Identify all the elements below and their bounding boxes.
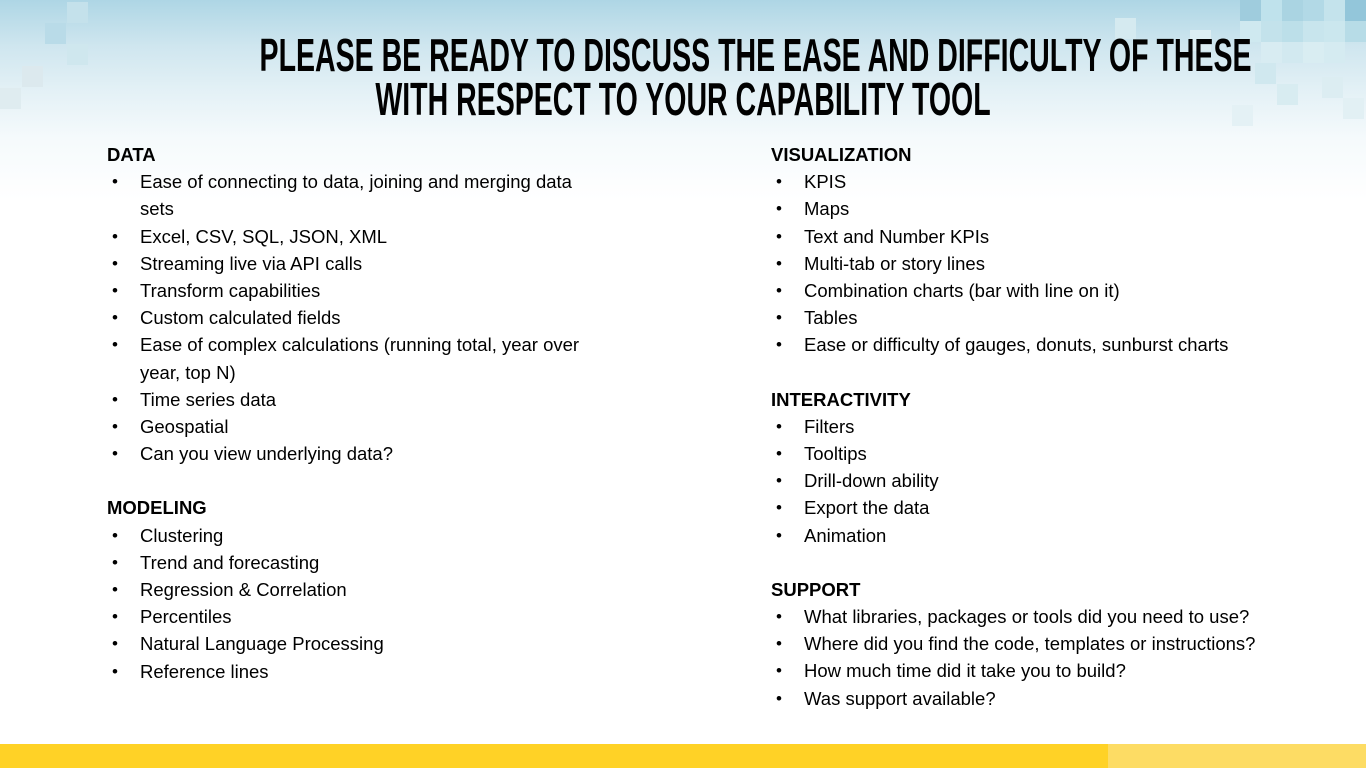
- bullet-item-text: Transform capabilities: [140, 280, 321, 302]
- section-list: [771, 603, 1331, 712]
- bullet-icon: •: [776, 471, 782, 491]
- bullet-item: [107, 304, 604, 331]
- bullet-item: [771, 494, 1331, 521]
- bullet-item-text: Trend and forecasting: [140, 551, 320, 573]
- bullet-item-text: Tables: [804, 307, 858, 329]
- bullet-icon: •: [776, 498, 782, 518]
- section-list: [107, 522, 604, 685]
- bullet-icon: •: [776, 199, 782, 219]
- bullet-icon: •: [776, 253, 782, 273]
- bullet-item-text: Was support available?: [804, 687, 996, 709]
- bullet-icon: •: [112, 335, 118, 355]
- footer-bar-yellow-light: [1108, 744, 1366, 768]
- bullet-icon: •: [776, 607, 782, 627]
- bullet-item-text: Custom calculated fields: [140, 307, 341, 329]
- bullet-icon: •: [112, 417, 118, 437]
- bullet-icon: •: [776, 688, 782, 708]
- bullet-icon: •: [112, 580, 118, 600]
- pixel-decoration: [1282, 0, 1303, 21]
- bullet-item-text: Can you view underlying data?: [140, 443, 393, 465]
- slide-title-line1: PLEASE BE READY TO DISCUSS THE EASE AND DIFFICULTY OF THESE: [259, 29, 1252, 81]
- content-column-left: [107, 141, 604, 712]
- bullet-icon: •: [776, 281, 782, 301]
- bullet-icon: •: [112, 552, 118, 572]
- bullet-item-text: Percentiles: [140, 606, 232, 628]
- section-header: MODELING: [107, 497, 207, 519]
- section-header: VISUALIZATION: [771, 144, 912, 165]
- bullet-item-text: Excel, CSV, SQL, JSON, XML: [140, 225, 388, 247]
- section-modeling: [107, 494, 604, 684]
- bullet-item: [771, 168, 1331, 195]
- bullet-item: [771, 250, 1331, 277]
- pixel-decoration: [1324, 0, 1345, 21]
- bullet-item: [771, 223, 1331, 250]
- bullet-icon: •: [112, 308, 118, 328]
- bullet-item-text: Ease or difficulty of gauges, donuts, sunburst charts: [804, 334, 1229, 356]
- bullet-item: [771, 685, 1331, 712]
- bullet-item-text: Maps: [804, 198, 850, 220]
- section-interactivity: [771, 386, 1331, 549]
- bullet-item: [107, 522, 604, 549]
- bullet-icon: •: [776, 172, 782, 192]
- bullet-item: [107, 576, 604, 603]
- bullet-item-text: Combination charts (bar with line on it): [804, 280, 1120, 302]
- bullet-item-text: What libraries, packages or tools did you need to use?: [804, 606, 1250, 628]
- bullet-item: [107, 386, 604, 413]
- bullet-icon: •: [112, 226, 118, 246]
- bullet-item: [771, 657, 1331, 684]
- bullet-item: [771, 630, 1331, 657]
- bullet-item: [107, 440, 604, 467]
- bullet-item: [771, 603, 1331, 630]
- bullet-item: [107, 250, 604, 277]
- bullet-icon: •: [776, 634, 782, 654]
- bullet-item-text: Time series data: [140, 388, 277, 410]
- bullet-icon: •: [112, 172, 118, 192]
- bullet-item-text: Drill-down ability: [804, 470, 939, 492]
- bullet-item: [107, 413, 604, 440]
- bullet-item-text: Export the data: [804, 497, 930, 519]
- bullet-icon: •: [776, 416, 782, 436]
- bullet-item: [771, 304, 1331, 331]
- bullet-icon: •: [112, 525, 118, 545]
- content-column-right: [771, 141, 1331, 739]
- bullet-item: [107, 658, 604, 685]
- bullet-item: [771, 331, 1331, 358]
- bullet-item: [107, 223, 604, 250]
- bullet-item: [771, 413, 1331, 440]
- bullet-item-text: Filters: [804, 415, 855, 437]
- bullet-item: [107, 549, 604, 576]
- bullet-icon: •: [776, 308, 782, 328]
- section-list: [771, 168, 1331, 358]
- bullet-item-text: KPIS: [804, 171, 847, 193]
- bullet-item-text: Text and Number KPIs: [804, 225, 990, 247]
- bullet-item: [107, 603, 604, 630]
- bullet-item-text: Tooltips: [804, 443, 867, 465]
- bullet-icon: •: [776, 444, 782, 464]
- pixel-decoration: [1261, 0, 1282, 21]
- bullet-item-text: Geospatial: [140, 416, 229, 438]
- footer-bar-yellow: [0, 744, 1108, 768]
- bullet-item: [107, 630, 604, 657]
- section-header: DATA: [107, 144, 156, 165]
- bullet-item-text: Animation: [804, 524, 887, 546]
- section-list: [771, 413, 1331, 549]
- bullet-item: [771, 467, 1331, 494]
- bullet-icon: •: [776, 226, 782, 246]
- bullet-item-text: Ease of connecting to data, joining and merging data sets: [140, 171, 572, 220]
- bullet-item: [771, 195, 1331, 222]
- bullet-item-text: How much time did it take you to build?: [804, 660, 1126, 682]
- section-header: INTERACTIVITY: [771, 388, 911, 410]
- pixel-decoration: [1345, 0, 1366, 21]
- bullet-item: [771, 440, 1331, 467]
- bullet-icon: •: [112, 253, 118, 273]
- slide-title-line2: WITH RESPECT TO YOUR CAPABILITY TOOL: [375, 73, 991, 125]
- bullet-icon: •: [776, 661, 782, 681]
- bullet-icon: •: [112, 661, 118, 681]
- pixel-decoration: [67, 2, 88, 23]
- bullet-icon: •: [112, 607, 118, 627]
- bullet-item-text: Streaming live via API calls: [140, 252, 363, 274]
- bullet-item: [771, 277, 1331, 304]
- slide-title: [0, 29, 1366, 125]
- section-list: [107, 168, 604, 467]
- bullet-item: [107, 331, 604, 385]
- bullet-item-text: Ease of complex calculations (running total, year over year, top N): [140, 334, 580, 383]
- bullet-item-text: Natural Language Processing: [140, 633, 384, 655]
- bullet-item-text: Regression & Correlation: [140, 579, 347, 601]
- pixel-decoration: [1240, 0, 1261, 21]
- bullet-item-text: Where did you find the code, templates or instructions?: [804, 633, 1256, 655]
- section-support: [771, 576, 1331, 712]
- bullet-item-text: Clustering: [140, 524, 224, 546]
- bullet-item: [107, 168, 604, 222]
- section-visualization: [771, 141, 1331, 359]
- pixel-decoration: [1303, 0, 1324, 21]
- bullet-item-text: Multi-tab or story lines: [804, 252, 985, 274]
- bullet-icon: •: [776, 525, 782, 545]
- bullet-item: [771, 522, 1331, 549]
- bullet-icon: •: [112, 444, 118, 464]
- bullet-icon: •: [112, 281, 118, 301]
- section-data: [107, 141, 604, 467]
- bullet-icon: •: [112, 389, 118, 409]
- section-header: SUPPORT: [771, 578, 861, 600]
- bullet-icon: •: [112, 634, 118, 654]
- bullet-icon: •: [776, 335, 782, 355]
- bullet-item: [107, 277, 604, 304]
- bullet-item-text: Reference lines: [140, 660, 269, 682]
